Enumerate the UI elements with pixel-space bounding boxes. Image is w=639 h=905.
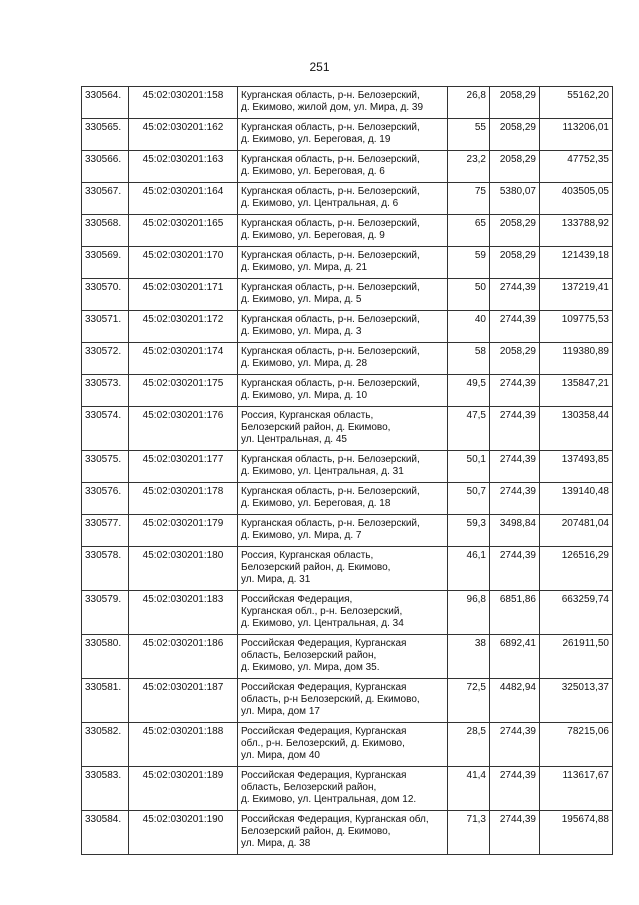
address-cell: Российская Федерация, Курганская область, р-н Белозерский, д. Екимово, ул. Мира, дом 17 bbox=[238, 679, 448, 723]
table-row bbox=[82, 635, 613, 679]
address-cell: Россия, Курганская область, Белозерский район, д. Екимово, ул. Центральная, д. 45 bbox=[238, 407, 448, 451]
table-row bbox=[82, 311, 613, 343]
cadastral-number-cell: 45:02:030201:183 bbox=[129, 591, 238, 635]
cadastral-number-cell: 45:02:030201:164 bbox=[129, 183, 238, 215]
rate-cell: 2744,39 bbox=[490, 407, 540, 451]
cadastral-number-cell: 45:02:030201:188 bbox=[129, 723, 238, 767]
cadastral-value-cell: 325013,37 bbox=[540, 679, 613, 723]
row-number-cell: 330579. bbox=[82, 591, 129, 635]
area-cell: 40 bbox=[448, 311, 490, 343]
cadastral-number-cell: 45:02:030201:158 bbox=[129, 87, 238, 119]
page-number: 251 bbox=[309, 60, 330, 74]
address-cell: Курганская область, р-н. Белозерский, д. Екимово, ул. Мира, д. 21 bbox=[238, 247, 448, 279]
row-number-cell: 330572. bbox=[82, 343, 129, 375]
address-cell: Курганская область, р-н. Белозерский, д. Екимово, ул. Мира, д. 7 bbox=[238, 515, 448, 547]
address-cell: Курганская область, р-н. Белозерский, д. Екимово, жилой дом, ул. Мира, д. 39 bbox=[238, 87, 448, 119]
area-cell: 58 bbox=[448, 343, 490, 375]
address-cell: Российская Федерация, Курганская область, Белозерский район, д. Екимово, ул. Центральная, дом 12. bbox=[238, 767, 448, 811]
cadastral-value-cell: 78215,06 bbox=[540, 723, 613, 767]
cadastral-value-cell: 137219,41 bbox=[540, 279, 613, 311]
cadastral-number-cell: 45:02:030201:162 bbox=[129, 119, 238, 151]
table-row bbox=[82, 247, 613, 279]
rate-cell: 2058,29 bbox=[490, 215, 540, 247]
cadastral-value-cell: 113617,67 bbox=[540, 767, 613, 811]
address-cell: Россия, Курганская область, Белозерский район, д. Екимово, ул. Мира, д. 31 bbox=[238, 547, 448, 591]
rate-cell: 2058,29 bbox=[490, 119, 540, 151]
area-cell: 49,5 bbox=[448, 375, 490, 407]
table-row bbox=[82, 723, 613, 767]
row-number-cell: 330581. bbox=[82, 679, 129, 723]
rate-cell: 3498,84 bbox=[490, 515, 540, 547]
table-body bbox=[82, 87, 613, 855]
row-number-cell: 330570. bbox=[82, 279, 129, 311]
address-cell: Курганская область, р-н. Белозерский, д. Екимово, ул. Мира, д. 5 bbox=[238, 279, 448, 311]
address-cell: Российская Федерация, Курганская обл., р-н. Белозерский, д. Екимово, ул. Центральная, д. 34 bbox=[238, 591, 448, 635]
area-cell: 26,8 bbox=[448, 87, 490, 119]
area-cell: 55 bbox=[448, 119, 490, 151]
table-row bbox=[82, 151, 613, 183]
row-number-cell: 330583. bbox=[82, 767, 129, 811]
table-row bbox=[82, 767, 613, 811]
cadastral-value-cell: 126516,29 bbox=[540, 547, 613, 591]
table-row bbox=[82, 87, 613, 119]
rate-cell: 2744,39 bbox=[490, 279, 540, 311]
table-row bbox=[82, 343, 613, 375]
row-number-cell: 330576. bbox=[82, 483, 129, 515]
area-cell: 50 bbox=[448, 279, 490, 311]
table-row bbox=[82, 679, 613, 723]
table-row bbox=[82, 483, 613, 515]
rate-cell: 2058,29 bbox=[490, 247, 540, 279]
table-row bbox=[82, 451, 613, 483]
rate-cell: 2744,39 bbox=[490, 723, 540, 767]
row-number-cell: 330565. bbox=[82, 119, 129, 151]
cadastral-number-cell: 45:02:030201:178 bbox=[129, 483, 238, 515]
cadastral-number-cell: 45:02:030201:179 bbox=[129, 515, 238, 547]
row-number-cell: 330569. bbox=[82, 247, 129, 279]
table-row bbox=[82, 515, 613, 547]
area-cell: 75 bbox=[448, 183, 490, 215]
address-cell: Курганская область, р-н. Белозерский, д. Екимово, ул. Береговая, д. 9 bbox=[238, 215, 448, 247]
area-cell: 71,3 bbox=[448, 811, 490, 855]
table-row bbox=[82, 811, 613, 855]
cadastral-number-cell: 45:02:030201:176 bbox=[129, 407, 238, 451]
cadastral-number-cell: 45:02:030201:172 bbox=[129, 311, 238, 343]
cadastral-number-cell: 45:02:030201:175 bbox=[129, 375, 238, 407]
address-cell: Курганская область, р-н. Белозерский, д. Екимово, ул. Береговая, д. 19 bbox=[238, 119, 448, 151]
row-number-cell: 330564. bbox=[82, 87, 129, 119]
cadastral-value-cell: 207481,04 bbox=[540, 515, 613, 547]
cadastral-value-cell: 403505,05 bbox=[540, 183, 613, 215]
address-cell: Курганская область, р-н. Белозерский, д. Екимово, ул. Береговая, д. 18 bbox=[238, 483, 448, 515]
cadastral-value-cell: 139140,48 bbox=[540, 483, 613, 515]
area-cell: 41,4 bbox=[448, 767, 490, 811]
rate-cell: 2744,39 bbox=[490, 311, 540, 343]
cadastral-number-cell: 45:02:030201:186 bbox=[129, 635, 238, 679]
rate-cell: 6851,86 bbox=[490, 591, 540, 635]
rate-cell: 6892,41 bbox=[490, 635, 540, 679]
row-number-cell: 330573. bbox=[82, 375, 129, 407]
cadastral-value-cell: 195674,88 bbox=[540, 811, 613, 855]
rate-cell: 2744,39 bbox=[490, 375, 540, 407]
rate-cell: 2744,39 bbox=[490, 767, 540, 811]
row-number-cell: 330580. bbox=[82, 635, 129, 679]
area-cell: 28,5 bbox=[448, 723, 490, 767]
cadastral-value-cell: 663259,74 bbox=[540, 591, 613, 635]
cadastral-number-cell: 45:02:030201:190 bbox=[129, 811, 238, 855]
area-cell: 72,5 bbox=[448, 679, 490, 723]
rate-cell: 5380,07 bbox=[490, 183, 540, 215]
cadastral-number-cell: 45:02:030201:189 bbox=[129, 767, 238, 811]
table-row bbox=[82, 183, 613, 215]
cadastral-number-cell: 45:02:030201:180 bbox=[129, 547, 238, 591]
area-cell: 38 bbox=[448, 635, 490, 679]
cadastral-number-cell: 45:02:030201:171 bbox=[129, 279, 238, 311]
row-number-cell: 330584. bbox=[82, 811, 129, 855]
address-cell: Курганская область, р-н. Белозерский, д. Екимово, ул. Береговая, д. 6 bbox=[238, 151, 448, 183]
cadastral-number-cell: 45:02:030201:170 bbox=[129, 247, 238, 279]
address-cell: Курганская область, р-н. Белозерский, д. Екимово, ул. Центральная, д. 31 bbox=[238, 451, 448, 483]
area-cell: 47,5 bbox=[448, 407, 490, 451]
cadastral-value-cell: 121439,18 bbox=[540, 247, 613, 279]
cadastral-number-cell: 45:02:030201:165 bbox=[129, 215, 238, 247]
table-row bbox=[82, 215, 613, 247]
rate-cell: 2744,39 bbox=[490, 483, 540, 515]
row-number-cell: 330567. bbox=[82, 183, 129, 215]
cadastral-value-cell: 133788,92 bbox=[540, 215, 613, 247]
rate-cell: 4482,94 bbox=[490, 679, 540, 723]
table-row bbox=[82, 547, 613, 591]
address-cell: Российская Федерация, Курганская обл, Белозерский район, д. Екимово, ул. Мира, д. 38 bbox=[238, 811, 448, 855]
row-number-cell: 330577. bbox=[82, 515, 129, 547]
area-cell: 59,3 bbox=[448, 515, 490, 547]
area-cell: 46,1 bbox=[448, 547, 490, 591]
table-row bbox=[82, 407, 613, 451]
address-cell: Курганская область, р-н. Белозерский, д. Екимово, ул. Мира, д. 3 bbox=[238, 311, 448, 343]
rate-cell: 2058,29 bbox=[490, 151, 540, 183]
area-cell: 50,7 bbox=[448, 483, 490, 515]
cadastral-value-cell: 261911,50 bbox=[540, 635, 613, 679]
rate-cell: 2058,29 bbox=[490, 343, 540, 375]
rate-cell: 2744,39 bbox=[490, 547, 540, 591]
row-number-cell: 330578. bbox=[82, 547, 129, 591]
cadastral-number-cell: 45:02:030201:163 bbox=[129, 151, 238, 183]
table-row bbox=[82, 119, 613, 151]
cadastral-value-cell: 130358,44 bbox=[540, 407, 613, 451]
rate-cell: 2744,39 bbox=[490, 451, 540, 483]
row-number-cell: 330582. bbox=[82, 723, 129, 767]
rate-cell: 2744,39 bbox=[490, 811, 540, 855]
cadastral-number-cell: 45:02:030201:174 bbox=[129, 343, 238, 375]
area-cell: 50,1 bbox=[448, 451, 490, 483]
area-cell: 59 bbox=[448, 247, 490, 279]
address-cell: Курганская область, р-н. Белозерский, д. Екимово, ул. Центральная, д. 6 bbox=[238, 183, 448, 215]
rate-cell: 2058,29 bbox=[490, 87, 540, 119]
cadastral-value-cell: 55162,20 bbox=[540, 87, 613, 119]
row-number-cell: 330574. bbox=[82, 407, 129, 451]
area-cell: 65 bbox=[448, 215, 490, 247]
table-row bbox=[82, 279, 613, 311]
table-row bbox=[82, 375, 613, 407]
property-table bbox=[81, 86, 613, 855]
row-number-cell: 330568. bbox=[82, 215, 129, 247]
row-number-cell: 330575. bbox=[82, 451, 129, 483]
cadastral-value-cell: 119380,89 bbox=[540, 343, 613, 375]
cadastral-value-cell: 47752,35 bbox=[540, 151, 613, 183]
address-cell: Курганская область, р-н. Белозерский, д. Екимово, ул. Мира, д. 28 bbox=[238, 343, 448, 375]
cadastral-number-cell: 45:02:030201:187 bbox=[129, 679, 238, 723]
table-row bbox=[82, 591, 613, 635]
area-cell: 23,2 bbox=[448, 151, 490, 183]
cadastral-value-cell: 135847,21 bbox=[540, 375, 613, 407]
row-number-cell: 330566. bbox=[82, 151, 129, 183]
address-cell: Российская Федерация, Курганская обл., р-н. Белозерский, д. Екимово, ул. Мира, дом 40 bbox=[238, 723, 448, 767]
cadastral-value-cell: 113206,01 bbox=[540, 119, 613, 151]
cadastral-number-cell: 45:02:030201:177 bbox=[129, 451, 238, 483]
row-number-cell: 330571. bbox=[82, 311, 129, 343]
area-cell: 96,8 bbox=[448, 591, 490, 635]
address-cell: Российская Федерация, Курганская область, Белозерский район, д. Екимово, ул. Мира, дом 35. bbox=[238, 635, 448, 679]
cadastral-value-cell: 137493,85 bbox=[540, 451, 613, 483]
address-cell: Курганская область, р-н. Белозерский, д. Екимово, ул. Мира, д. 10 bbox=[238, 375, 448, 407]
cadastral-value-cell: 109775,53 bbox=[540, 311, 613, 343]
